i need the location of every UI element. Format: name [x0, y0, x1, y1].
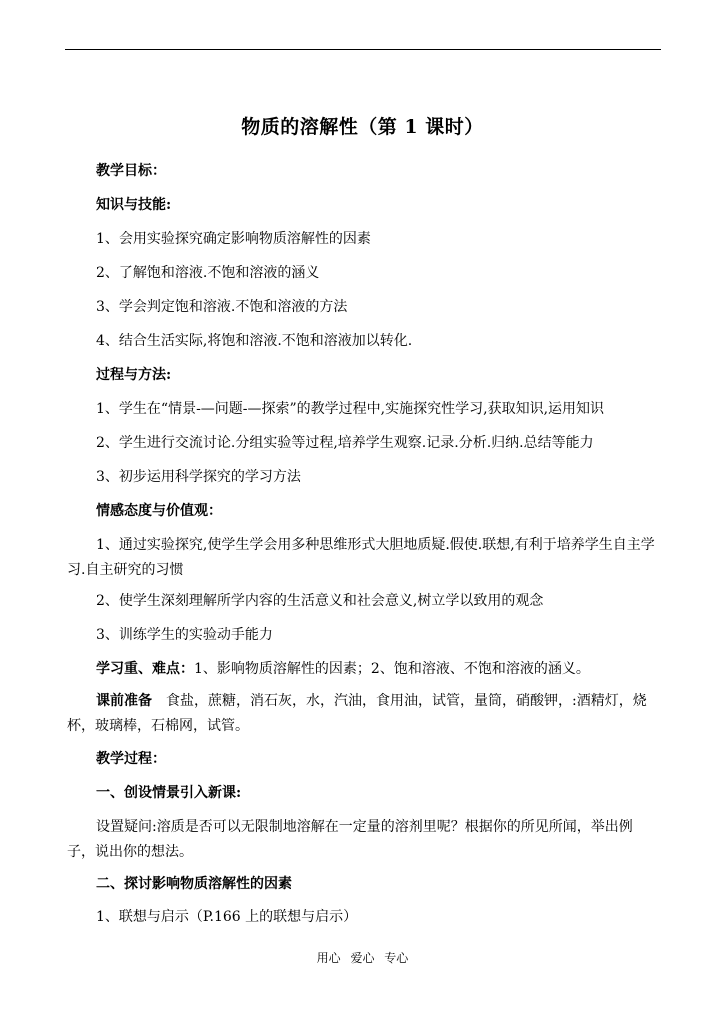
prep-label: 课前准备	[96, 693, 152, 709]
attitude-item: 1、通过实验探究,使学生学会用多种思维形式大胆地质疑.假使.联想,有利于培养学生自主学习.自主研究的习惯	[67, 537, 655, 578]
knowledge-item: 3、学会判定饱和溶液.不饱和溶液的方法	[96, 299, 348, 315]
knowledge-item: 4、结合生活实际,将饱和溶液.不饱和溶液加以转化.	[96, 333, 413, 349]
knowledge-item: 1、会用实验探究确定影响物质溶解性的因素	[96, 231, 371, 247]
knowledge-item: 2、了解饱和溶液.不饱和溶液的涵义	[96, 265, 320, 281]
attitude-item: 3、训练学生的实验动手能力	[96, 627, 273, 643]
process-title: 教学过程：	[96, 751, 166, 767]
header-rule	[65, 49, 661, 50]
prep-text: 食盐，蔗糖，消石灰，水，汽油，食用油，试管，量筒，硝酸钾，:酒精灯，烧杯，玻璃棒，石棉网，试管。	[67, 693, 647, 734]
key-points-text: 1、影响物质溶解性的因素；2、饱和溶液、不饱和溶液的涵义。	[194, 661, 590, 677]
section1-heading: 一、创设情景引入新课:	[96, 785, 242, 801]
preparation	[67, 689, 657, 739]
page-title: 物质的溶解性（第 1 课时）	[241, 116, 484, 138]
process-item: 1、学生在“情景-—问题-—探索”的教学过程中,实施探究性学习,获取知识,运用知识	[96, 401, 605, 417]
knowledge-heading: 知识与技能:	[96, 197, 172, 213]
section1-text: 设置疑问:溶质是否可以无限制地溶解在一定量的溶剂里呢？根据你的所见所闻，举出例子，说出你的想法。	[67, 819, 633, 860]
attitude-item: 2、使学生深刻理解所学内容的生活意义和社会意义,树立学以致用的观念	[96, 593, 544, 609]
section2-heading: 二、探讨影响物质溶解性的因素	[96, 876, 292, 892]
process-heading: 过程与方法:	[96, 367, 172, 383]
process-item: 3、初步运用科学探究的学习方法	[96, 469, 301, 485]
objectives-heading: 教学目标：	[96, 163, 166, 179]
key-points-label: 学习重、难点：	[96, 661, 194, 677]
section2-item: 1、联想与启示（P.166 上的联想与启示）	[96, 909, 358, 925]
attitude-heading: 情感态度与价值观：	[96, 503, 222, 519]
key-points	[96, 659, 590, 679]
process-item: 2、学生进行交流讨论.分组实验等过程,培养学生观察.记录.分析.归纳.总结等能力	[96, 435, 594, 451]
page-footer: 用心 爱心 专心	[316, 951, 409, 965]
